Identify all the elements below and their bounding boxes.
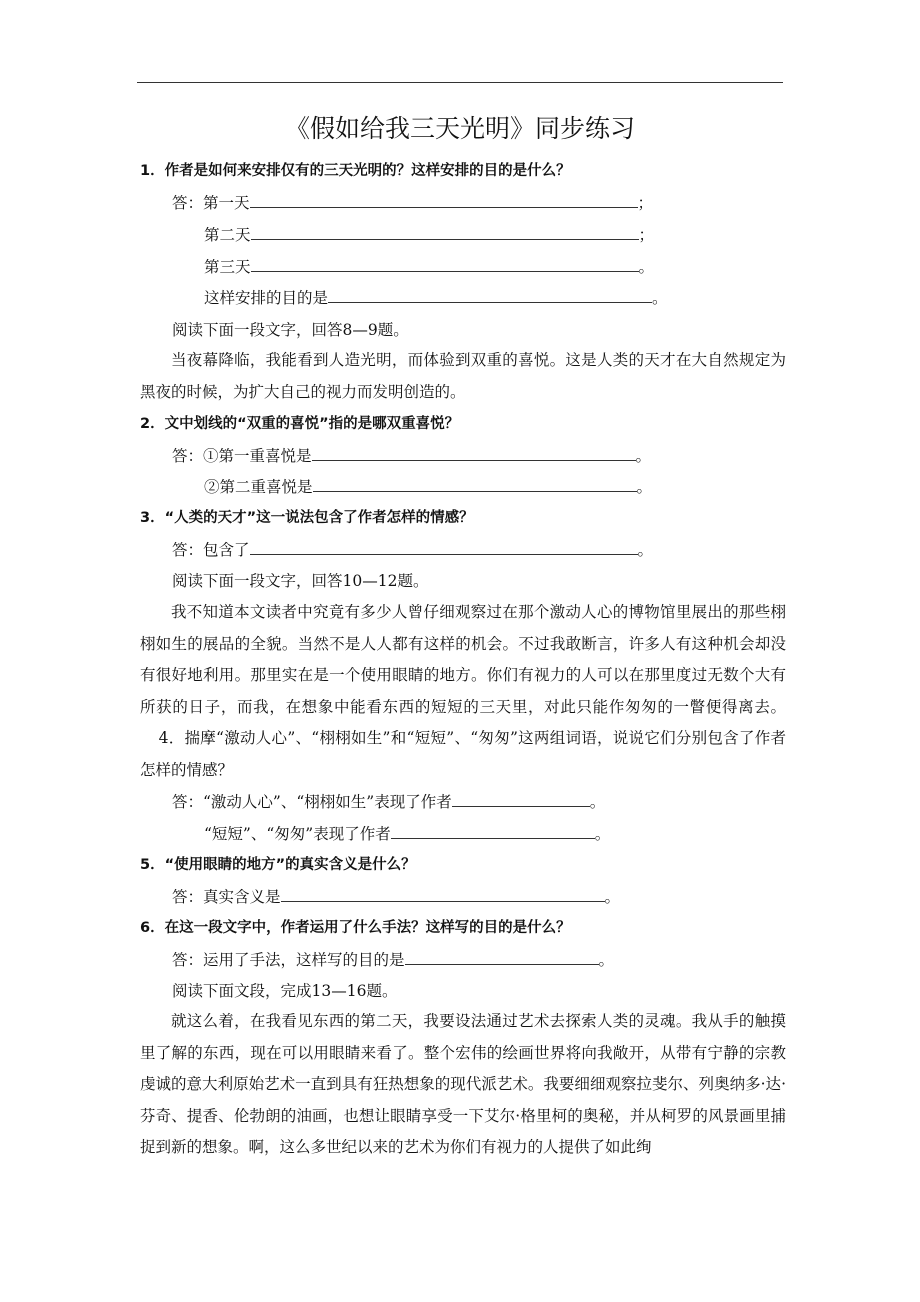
question-1: 1．作者是如何来安排仅有的三天光明的？这样安排的目的是什么？ [140,163,571,179]
reading-intro-10-12: 阅读下面一段文字，回答10—12题。 [172,572,429,590]
question-3: 3．“人类的天才”这一说法包含了作者怎样的情感？ [140,510,474,526]
q1-day2-label: 第二天 [204,226,251,244]
answer-blank[interactable] [250,193,638,208]
q5-a-label: 答：真实含义是 [172,888,281,906]
punct: 。 [594,825,611,843]
answer-blank[interactable] [312,446,636,461]
q2-answer-2 [204,475,652,499]
header-rule [137,82,783,83]
passage-2-text: 我不知道本文读者中究竟有多少人曾仔细观察过在那个激动人心的博物馆里展出的那些栩栩如生的展品的全貌。当然不是人人都有这样的机会。不过我敢断言，许多人有这种机会却没有很好地利用。那里实在是一个使用眼睛的地方。你们有视力的人可以在那里度过无数个大有所获的日子，而我，在想象中能看东西的短短的三天里，对此只能作匆匆的一瞥便得离去。 [140,603,786,716]
answer-blank[interactable] [313,477,637,492]
answer-blank[interactable] [250,540,638,555]
q3-answer [172,538,653,562]
punct: 。 [598,951,615,969]
q1-answer-day2 [204,223,654,247]
q6-answer [172,948,614,972]
passage-2 [140,597,786,786]
q4-answer-1 [172,790,605,814]
q1-answer-day1 [172,191,653,215]
answer-blank[interactable] [251,225,639,240]
answer-blank[interactable] [251,257,639,272]
question-2: 2．文中划线的“双重的喜悦”指的是哪双重喜悦？ [140,416,460,432]
punct: 。 [635,447,652,465]
q4-a2-label: “短短”、“匆匆”表现了作者 [204,825,391,843]
question-4: 4．揣摩“激动人心”、“栩栩如生”和“短短”、“匆匆”这两组词语，说说它们分别包含了作者怎样的情感？ [140,729,786,779]
question-6: 6．在这一段文字中，作者运用了什么手法？这样写的目的是什么？ [140,920,571,936]
answer-blank[interactable] [328,288,652,303]
q1-answer-purpose [204,286,668,310]
answer-blank[interactable] [452,792,590,807]
punct: 。 [636,478,653,496]
punct: 。 [637,541,654,559]
punct: 。 [638,258,655,276]
q6-a-label: 答：运用了手法，这样写的目的是 [172,951,405,969]
punct: ； [637,194,654,212]
answer-blank[interactable] [405,950,599,965]
answer-blank[interactable] [281,887,605,902]
q2-a1-label: 答：①第一重喜悦是 [172,447,312,465]
q1-answer-day3 [204,255,654,279]
q3-a-label: 答：包含了 [172,541,250,559]
passage-1: 当夜幕降临，我能看到人造光明，而体验到双重的喜悦。这是人类的天才在大自然规定为黑夜的时候，为扩大自己的视力而发明创造的。 [140,351,786,401]
q4-a1-label: 答：“激动人心”、“栩栩如生”表现了作者 [172,793,452,811]
punct: ； [638,226,655,244]
punct: 。 [604,888,621,906]
q4-answer-2 [204,822,610,846]
q5-answer [172,885,620,909]
reading-intro-8-9: 阅读下面一段文字，回答8—9题。 [172,321,409,339]
punct: 。 [589,793,606,811]
q1-purpose-label: 这样安排的目的是 [204,289,329,307]
punct: 。 [652,289,668,307]
q2-answer-1 [172,444,651,468]
answer-blank[interactable] [391,824,595,839]
q2-a2-label: ②第二重喜悦是 [204,478,313,496]
passage-3: 就这么着，在我看见东西的第二天，我要设法通过艺术去探索人类的灵魂。我从手的触摸里了解的东西，现在可以用眼睛来看了。整个宏伟的绘画世界将向我敞开，从带有宁静的宗教虔诚的意大利原始艺术一直到具有狂热想象的现代派艺术。我要细细观察拉斐尔、列奥纳多·达·芬奇、提香、伦勃朗的油画，也想让眼睛享受一下艾尔·格里柯的奥秘，并从柯罗的风景画里捕捉到新的想象。啊，这么多世纪以来的艺术为你们有视力的人提供了如此绚 [140,1012,786,1156]
q1-day3-label: 第三天 [204,258,251,276]
q1-day1-label: 答：第一天 [172,194,250,212]
document-title: 《假如给我三天光明》同步练习 [284,114,635,143]
question-5: 5．“使用眼睛的地方”的真实含义是什么？ [140,857,416,873]
reading-intro-13-16: 阅读下面文段，完成13—16题。 [172,982,398,1000]
